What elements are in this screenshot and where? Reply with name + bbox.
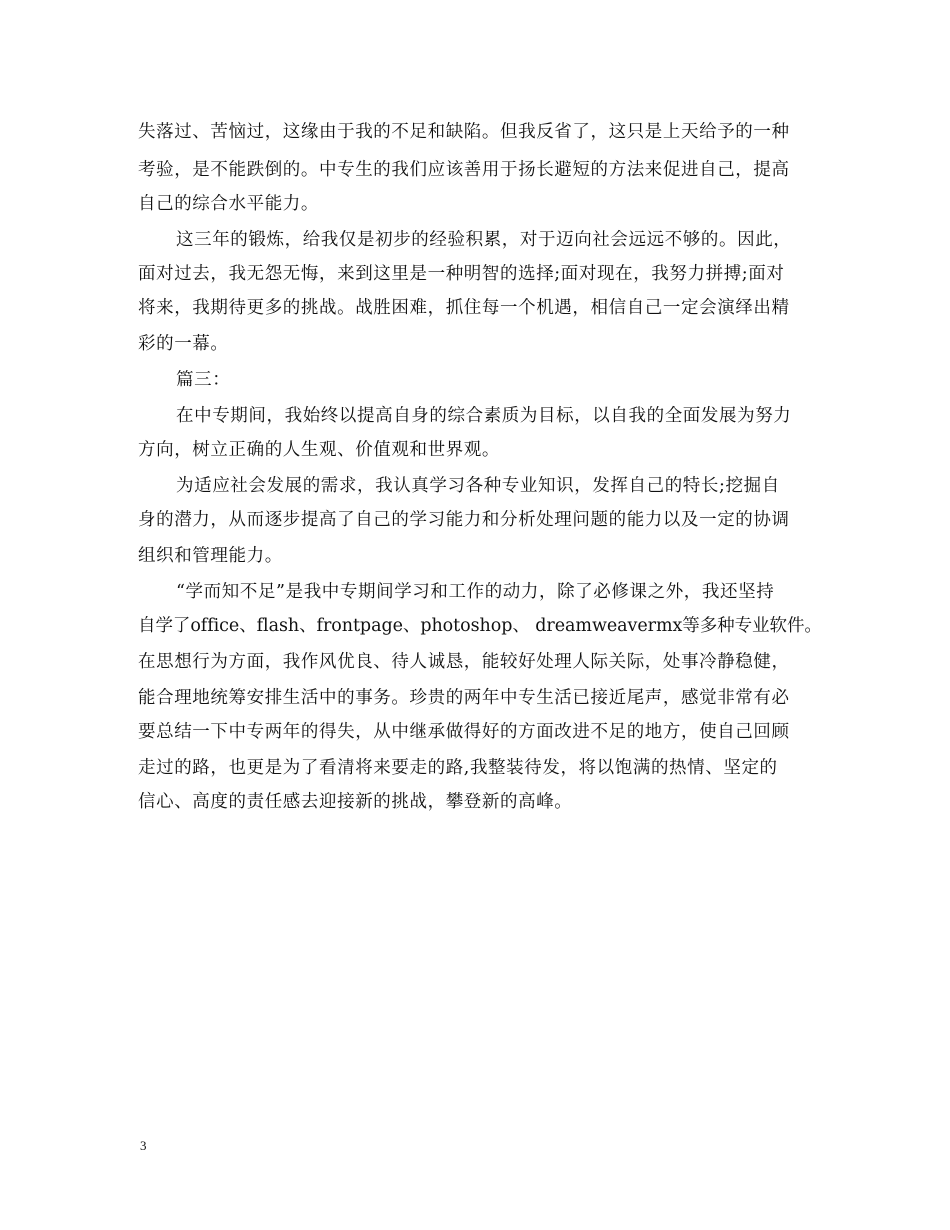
text-line: 能合理地统筹安排生活中的事务。珍贵的两年中专生活已接近尾声，感觉非常有必: [138, 688, 790, 708]
paragraph-start-line: 在中专期间，我始终以提高自身的综合素质为目标，以自我的全面发展为努力: [176, 406, 792, 426]
paragraph-start-line: 为适应社会发展的需求，我认真学习各种专业知识，发挥自己的特长;挖掘自: [176, 476, 780, 496]
paragraph-start-line: “学而知不足”是我中专期间学习和工作的动力，除了必修课之外，我还坚持: [176, 582, 775, 602]
text-line: 自己的综合水平能力。: [138, 194, 319, 214]
page-number: 3: [140, 1138, 147, 1153]
text-line: 要总结一下中专两年的得失，从中继承做得好的方面改进不足的地方，使自己回顾: [138, 722, 790, 742]
text-line: 身的潜力，从而逐步提高了自己的学习能力和分析处理问题的能力以及一定的协调: [138, 510, 790, 530]
text-line: 考验，是不能跌倒的。中专生的我们应该善用于扬长避短的方法来促进自己，提高: [138, 160, 790, 180]
text-line: 彩的一幕。: [138, 334, 229, 354]
text-line: 自学了office、flash、frontpage、photoshop、 dreamweavermx等多种专业软件。: [138, 616, 822, 636]
section-heading: 篇三：: [176, 370, 231, 390]
text-line: 在思想行为方面，我作风优良、待人诚恳，能较好处理人际关际，处事冷静稳健，: [138, 652, 790, 672]
paragraph-start-line: 这三年的锻炼，给我仅是初步的经验积累，对于迈向社会远远不够的。因此，: [176, 230, 792, 250]
text-line: 组织和管理能力。: [138, 546, 283, 566]
text-line: 面对过去，我无怨无悔，来到这里是一种明智的选择;面对现在，我努力拼搏;面对: [138, 264, 785, 284]
text-line: 方向，树立正确的人生观、价值观和世界观。: [138, 440, 500, 460]
text-line: 失落过、苦恼过，这缘由于我的不足和缺陷。但我反省了，这只是上天给予的一种: [138, 122, 790, 142]
text-line: 信心、高度的责任感去迎接新的挑战，攀登新的高峰。: [138, 792, 573, 812]
text-line: 走过的路，也更是为了看清将来要走的路,我整装待发，将以饱满的热情、坚定的: [138, 758, 778, 778]
text-line: 将来，我期待更多的挑战。战胜困难，抓住每一个机遇，相信自己一定会演绎出精: [138, 298, 790, 318]
